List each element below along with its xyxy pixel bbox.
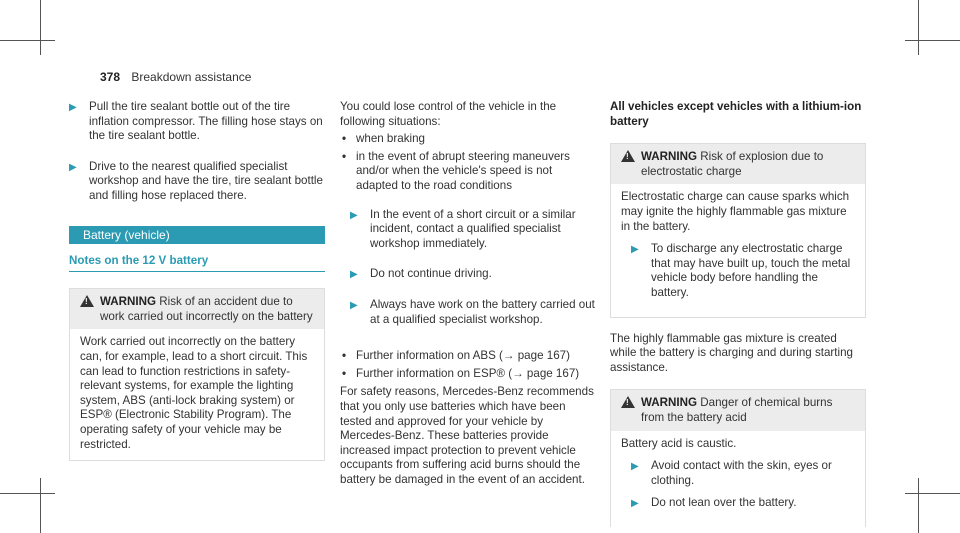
step-text: Pull the tire sealant bottle out of the tire inflation compressor. The filling hose stays on the tire sealant bottle. [89,100,323,143]
crop-mark [918,0,919,55]
body-paragraph: The highly flammable gas mixture is created while the battery is charging and during starting assistance. [610,331,853,374]
column-3 [610,100,866,527]
arrow-icon: ▶ [350,299,358,311]
column-2 [340,100,596,487]
body-paragraph: For safety reasons, Mercedes-Benz recommends that you only use batteries which have been tested and approved for your vehicle by Mercedes-Benz. These batteries provide increased impact protection to prevent vehicle occupants from suffering acid burns should the battery be damaged in the event of an accident. [340,385,594,486]
page-header [100,70,251,85]
crop-mark [0,40,55,41]
list-item-text: in the event of abrupt steering maneuvers and/or when the vehicle's speed is not adapted to the road conditions [356,149,570,192]
warning-text: Work carried out incorrectly on the battery can, for example, lead to a short circuit. This can lead to function restrictions in safety-relevant systems, for example the lighting system, ABS (anti-lock braking system) or ESP® (Electronic Stability Program). The operating safety of your vehicle may be restricted. [80,335,308,451]
list-item-text: when braking [356,132,425,146]
arrow-icon: ▶ [631,244,639,256]
info-link-text[interactable]: Further information on ESP® (→ page 167) [356,366,580,380]
warning-label: WARNING [641,396,698,410]
step-text: Do not continue driving. [370,267,492,281]
warning-label: WARNING [641,150,698,164]
warning-header [70,289,324,329]
crop-mark [918,478,919,533]
instruction-step [340,298,596,327]
arrow-icon: ▶ [350,209,358,221]
section-heading: All vehicles except vehicles with a lithium-ion battery [610,100,862,128]
warning-box [610,143,866,317]
info-item [340,349,596,364]
subheading: Notes on the 12 V battery [69,254,325,273]
step-text: Drive to the nearest qualified specialist workshop and have the tire, tire sealant bottle and filling hose replaced there. [89,159,323,202]
page-number: 378 [100,70,121,84]
arrow-icon: ▶ [631,461,639,473]
instruction-step [621,459,855,488]
intro-text: You could lose control of the vehicle in the following situations: [340,100,557,128]
warning-triangle-icon [80,295,94,307]
column-1 [69,100,325,461]
warning-label: WARNING [100,295,157,309]
warning-title: Risk of explosion due to electrostatic charge [641,150,824,178]
warning-header [611,390,865,430]
crop-mark [40,0,41,55]
instruction-step [621,496,855,511]
step-text: Avoid contact with the skin, eyes or clothing. [651,459,832,487]
warning-title: Risk of an accident due to work carried out incorrectly on the battery [100,295,313,323]
crop-mark [905,493,960,494]
bullet-icon: • [342,349,347,363]
instruction-step [621,242,855,300]
instruction-step [69,100,325,144]
list-item [340,132,596,147]
info-link-text[interactable]: Further information on ABS (→ page 167) [356,349,570,363]
warning-body [611,431,865,527]
info-item [340,367,596,382]
step-text: In the event of a short circuit or a similar incident, contact a qualified specialist workshop immediately. [370,207,576,250]
instruction-step [340,208,596,252]
bullet-icon: • [342,149,347,163]
arrow-icon: ▶ [69,102,77,113]
crop-mark [0,493,55,494]
warning-body [70,329,324,460]
warning-body [611,184,865,316]
arrow-icon: ▶ [631,498,639,510]
warning-triangle-icon [621,396,635,408]
arrow-icon: ▶ [69,161,77,173]
warning-title: Danger of chemical burns from the battery acid [641,396,833,424]
warning-text: Battery acid is caustic. [621,436,737,450]
section-title: Breakdown assistance [131,70,252,84]
bullet-icon: • [342,132,347,146]
warning-text: Electrostatic charge can cause sparks which may ignite the highly flammable gas mixture in the battery. [621,190,850,233]
warning-triangle-icon [621,150,635,162]
step-text: Always have work on the battery carried out at a qualified specialist workshop. [370,297,595,326]
section-banner: Battery (vehicle) [69,226,325,244]
warning-box [610,389,866,527]
crop-mark [905,40,960,41]
bullet-icon: • [342,366,347,380]
warning-header [611,144,865,184]
arrow-icon: ▶ [350,269,358,281]
list-item [340,150,596,194]
crop-mark [40,478,41,533]
instruction-step [340,267,596,282]
instruction-step [69,160,325,204]
step-text: Do not lean over the battery. [651,496,797,510]
step-text: To discharge any electrostatic charge that may have built up, touch the metal vehicle body before handling the battery. [651,242,851,299]
warning-box [69,288,325,461]
